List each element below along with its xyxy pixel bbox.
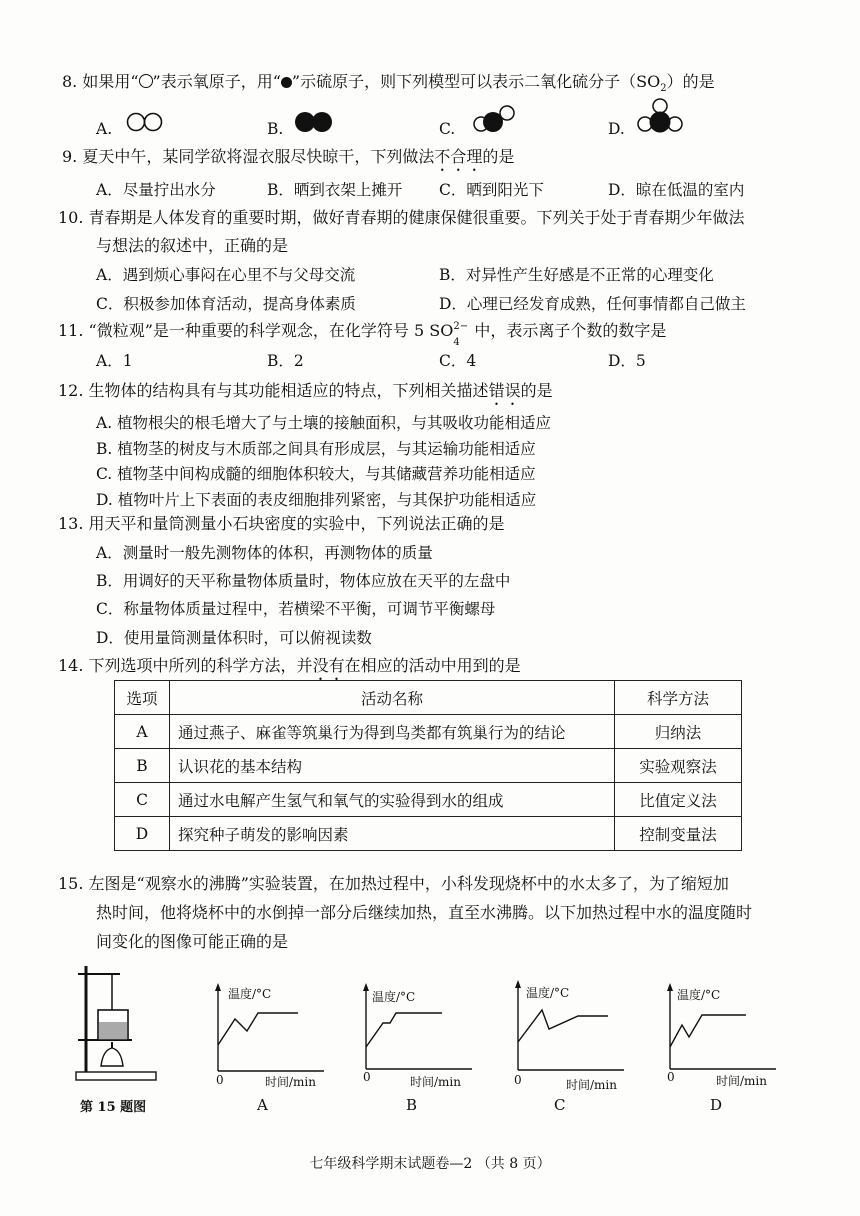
table-cell: 归纳法 [615, 715, 742, 749]
option-11c: C．4 [439, 352, 477, 370]
arrow-up-icon [515, 980, 521, 988]
option-8d-label: D. [608, 120, 625, 138]
y-axis-label: 温度/°C [228, 987, 272, 1001]
table-cell: 实验观察法 [615, 749, 742, 783]
table-cell: 控制变量法 [615, 817, 742, 851]
table-cell: A [115, 715, 170, 749]
table-cell: C [115, 783, 170, 817]
option-10a: A．遇到烦心事闷在心里不与父母交流 [96, 266, 356, 284]
methods-table [114, 680, 742, 851]
question-15-stem-cont: 间变化的图像可能正确的是 [96, 932, 289, 951]
table-header-row [115, 681, 742, 715]
option-10c: C．积极参加体育活动，提高身体素质 [96, 295, 356, 313]
question-15-stem: 15. 左图是“观察水的沸腾”实验装置，在加热过程中，小科发现烧杯中的水太多了，为了缩短加 [58, 874, 729, 893]
question-number: 8. [62, 72, 78, 91]
molecule-bent-so2-icon [636, 97, 688, 137]
table-header-cell: 选项 [115, 681, 170, 715]
emphasis-text: 不合理 [434, 147, 483, 166]
temperature-curve [670, 1015, 746, 1047]
option-13c: C．称量物体质量过程中，若横梁不平衡，可调节平衡螺母 [96, 600, 496, 618]
y-axis-label: 温度/°C [372, 990, 416, 1004]
emphasis-text: 错误 [488, 381, 521, 400]
option-13b: B．用调好的天平称量物体质量时，物体应放在天平的左盘中 [96, 572, 511, 590]
graph-letter: C [554, 1096, 566, 1114]
option-9a: A．尽量拧出水分 [96, 181, 216, 199]
y-axis-label: 温度/°C [677, 988, 721, 1002]
sulfur-atom-icon [281, 77, 292, 88]
question-8-stem: 8. 如果用“ ”表示氧原子，用“ ”示硫原子，则下列模型可以表示二氧化硫分子$(SO_2)$的是 [62, 72, 715, 95]
option-11a: A．1 [96, 352, 133, 370]
question-13-stem: 13. 用天平和量筒测量小石块密度的实验中，下列说法正确的是 [58, 514, 505, 533]
origin-label: 0 [667, 1070, 675, 1084]
table-row [115, 817, 742, 851]
emphasis-text: 没有 [312, 656, 345, 675]
table-cell: 通过燕子、麻雀等筑巢行为得到鸟类都有筑巢行为的结论 [170, 715, 615, 749]
option-9c: C．晒到阳光下 [439, 181, 544, 199]
graph-letter: D [710, 1096, 723, 1114]
table-cell: 探究种子萌发的影响因素 [170, 817, 615, 851]
boiling-apparatus-figure [72, 960, 162, 1092]
oxygen-atom-icon [139, 74, 153, 88]
x-axis-label: 时间/min [410, 1075, 461, 1089]
origin-label: 0 [514, 1073, 522, 1087]
table-header-cell: 科学方法 [615, 681, 742, 715]
option-13d: D．使用量筒测量体积时，可以俯视读数 [96, 629, 372, 647]
x-axis-label: 时间/min [566, 1078, 617, 1092]
table-cell: 比值定义法 [615, 783, 742, 817]
table-row [115, 783, 742, 817]
molecule-two-sulfur-icon [294, 111, 334, 135]
option-10d: D．心理已经发育成熟，任何事情都自己做主 [439, 295, 746, 313]
option-12a: A. 植物根尖的根毛增大了与土壤的接触面积，与其吸收功能相适应 [96, 414, 552, 432]
option-8b-label: B. [267, 120, 284, 138]
option-8a-label: A. [96, 120, 113, 138]
table-cell: D [115, 817, 170, 851]
table-row [115, 715, 742, 749]
option-8c-label: C. [439, 120, 456, 138]
option-12b: B. 植物茎的树皮与木质部之间具有形成层，与其运输功能相适应 [96, 440, 536, 458]
arrow-up-icon [363, 983, 369, 991]
question-14-stem: 14. 下列选项中所列的科学方法，并没有在相应的活动中用到的是 [58, 656, 521, 675]
option-13a: A．测量时一般先测物体的体积，再测物体的质量 [96, 544, 433, 562]
question-11-stem: 11. “微粒观”是一种重要的科学观念，在化学符号 5 SO 2− 4 中，表示离子个数的数字是 [58, 321, 667, 348]
origin-label: 0 [216, 1073, 224, 1087]
question-10-stem-cont: 与想法的叙述中，正确的是 [96, 236, 289, 255]
molecule-two-oxygen-icon [126, 112, 166, 134]
option-11b: B．2 [267, 352, 304, 370]
x-axis-label: 时间/min [265, 1075, 316, 1089]
molecule-linear-so2-icon [472, 104, 518, 136]
figure-caption: 第 15 题图 [80, 1100, 147, 1115]
option-10b: B．对异性产生好感是不正常的心理变化 [439, 266, 714, 284]
table-cell: 通过水电解产生氢气和氧气的实验得到水的组成 [170, 783, 615, 817]
arrow-up-icon [667, 983, 673, 991]
table-row [115, 749, 742, 783]
arrow-up-icon [215, 983, 221, 991]
question-15-stem-cont: 热时间，他将烧杯中的水倒掉一部分后继续加热，直至水沸腾。以下加热过程中水的温度随时 [96, 903, 753, 922]
page-footer: 七年级科学期末试题卷—2 （共 8 页） [309, 1156, 551, 1172]
temperature-curve [218, 1013, 298, 1045]
temperature-curve [366, 1013, 442, 1047]
option-12c: C. 植物茎中间构成髓的细胞体积较大，与其储藏营养功能相适应 [96, 465, 536, 483]
table-cell: 认识花的基本结构 [170, 749, 615, 783]
graph-letter: A [257, 1096, 268, 1114]
table-header-cell: 活动名称 [170, 681, 615, 715]
option-9d: D．晾在低温的室内 [608, 181, 745, 199]
question-12-stem: 12. 生物体的结构具有与其功能相适应的特点，下列相关描述错误的是 [58, 381, 553, 400]
y-axis-label: 温度/°C [526, 986, 570, 1000]
origin-label: 0 [363, 1070, 371, 1084]
option-9b: B．晒到衣架上摊开 [267, 181, 403, 199]
option-12d: D. 植物叶片上下表面的表皮细胞排列紧密，与其保护功能相适应 [96, 491, 537, 509]
graph-letter: B [406, 1096, 418, 1114]
question-10-stem: 10. 青春期是人体发育的重要时期，做好青春期的健康保健很重要。下列关于处于青春期少年做法 [58, 208, 745, 227]
temperature-curve [518, 1010, 608, 1042]
option-11d: D．5 [608, 352, 646, 370]
question-9-stem: 9. 夏天中午，某同学欲将湿衣服尽快晾干，下列做法不合理的是 [62, 147, 515, 166]
table-cell: B [115, 749, 170, 783]
x-axis-label: 时间/min [716, 1074, 767, 1088]
